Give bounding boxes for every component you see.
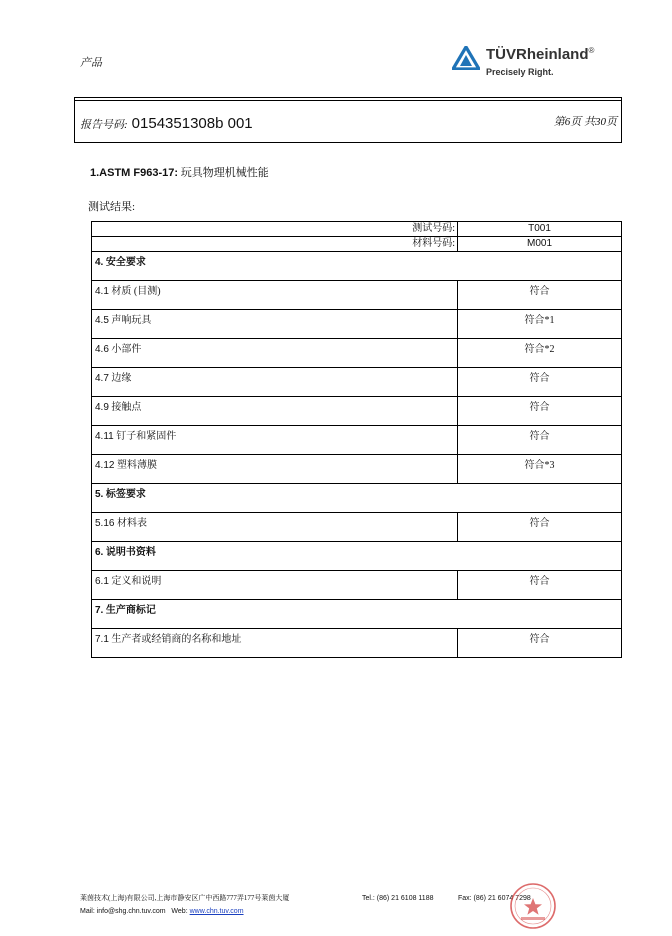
clause-label: 钉子和紧固件 [116, 431, 177, 442]
section-number: 5. [95, 489, 104, 500]
clause-number: 4.9 [95, 402, 109, 413]
results-label: 测试结果: [88, 201, 136, 213]
requirement-cell [92, 368, 458, 397]
section-number: 4. [95, 257, 104, 268]
result-cell: 符合 [458, 629, 622, 658]
report-number [80, 115, 253, 133]
table-row [92, 629, 622, 658]
clause-label: 生产者或经销商的名称和地址 [111, 634, 242, 645]
test-number-label: 测试号码: [92, 222, 458, 237]
table-row [92, 281, 622, 310]
footer-tel: Tel.: (86) 21 6108 1188 [362, 895, 434, 902]
clause-label: 边缘 [111, 373, 132, 384]
report-header-box [74, 97, 622, 143]
table-row [92, 397, 622, 426]
result-cell: 符合 [458, 513, 622, 542]
section-row [92, 484, 622, 513]
footer-mail: Mail: info@shg.chn.tuv.com [80, 908, 166, 915]
section-row [92, 542, 622, 571]
section-name: 玩具物理机械性能 [180, 167, 269, 179]
result-cell: 符合 [458, 281, 622, 310]
section-cell [92, 484, 622, 513]
table-row [92, 339, 622, 368]
tuv-logo [452, 44, 602, 84]
result-cell: 符合 [458, 397, 622, 426]
footer-web-link[interactable]: www.chn.tuv.com [189, 908, 244, 915]
footer-web-label: Web: [171, 908, 188, 915]
section-number: 6. [95, 547, 104, 558]
clause-label: 小部件 [111, 344, 142, 355]
table-row [92, 310, 622, 339]
result-cell: 符合*1 [458, 310, 622, 339]
section-cell [92, 600, 622, 629]
material-number-value: M001 [458, 237, 622, 252]
brand-name: TÜVRheinland® [486, 46, 595, 63]
results-table [91, 221, 622, 658]
section-label: 安全要求 [105, 257, 146, 268]
clause-number: 6.1 [95, 576, 109, 587]
clause-label: 声响玩具 [111, 315, 152, 326]
clause-number: 4.7 [95, 373, 109, 384]
clause-number: 7.1 [95, 634, 109, 645]
clause-number: 5.16 [95, 518, 115, 529]
table-row [92, 368, 622, 397]
report-number-value: 0154351308b 001 [131, 115, 253, 132]
section-number: 7. [95, 605, 104, 616]
footer-fax: Fax: (86) 21 6074 7298 [458, 895, 531, 902]
table-row [92, 571, 622, 600]
section-label: 生产商标记 [105, 605, 156, 616]
test-number-row [92, 222, 622, 237]
page-number: 第6页 共30页 [553, 116, 617, 128]
seal-stamp-icon [508, 881, 558, 931]
clause-label: 材质 (目测) [111, 286, 161, 297]
requirement-cell [92, 426, 458, 455]
requirement-cell [92, 513, 458, 542]
clause-label: 接触点 [111, 402, 142, 413]
result-cell: 符合 [458, 571, 622, 600]
clause-number: 4.6 [95, 344, 109, 355]
material-number-label: 材料号码: [92, 237, 458, 252]
requirement-cell [92, 571, 458, 600]
section-label: 说明书资料 [105, 547, 156, 558]
section-row [92, 252, 622, 281]
result-cell: 符合 [458, 426, 622, 455]
material-number-row [92, 237, 622, 252]
triangle-logo-icon [452, 46, 480, 70]
requirement-cell [92, 455, 458, 484]
report-number-label: 报告号码: [80, 119, 128, 131]
section-code: 1.ASTM F963-17: [90, 167, 179, 179]
brand-tagline: Precisely Right. [486, 67, 554, 77]
clause-number: 4.1 [95, 286, 109, 297]
clause-number: 4.5 [95, 315, 109, 326]
clause-number: 4.11 [95, 431, 114, 442]
table-row [92, 455, 622, 484]
table-row [92, 426, 622, 455]
result-cell: 符合 [458, 368, 622, 397]
footer-company: 莱茵技术(上海)有限公司,上海市静安区广中西路777弄177号莱茵大厦 [80, 894, 290, 902]
table-row [92, 513, 622, 542]
requirement-cell [92, 310, 458, 339]
clause-label: 定义和说明 [111, 576, 162, 587]
section-cell [92, 252, 622, 281]
requirement-cell [92, 397, 458, 426]
test-number-value: T001 [458, 222, 622, 237]
clause-label: 塑料薄膜 [116, 460, 157, 471]
section-label: 标签要求 [105, 489, 146, 500]
result-cell: 符合*2 [458, 339, 622, 368]
requirement-cell [92, 629, 458, 658]
requirement-cell [92, 281, 458, 310]
result-cell: 符合*3 [458, 455, 622, 484]
section-row [92, 600, 622, 629]
requirement-cell [92, 339, 458, 368]
clause-number: 4.12 [95, 460, 115, 471]
section-title [90, 164, 269, 180]
section-cell [92, 542, 622, 571]
clause-label: 材料表 [116, 518, 147, 529]
footer [80, 892, 531, 918]
company-seal-stamp [508, 881, 558, 931]
product-label: 产品 [80, 57, 102, 69]
